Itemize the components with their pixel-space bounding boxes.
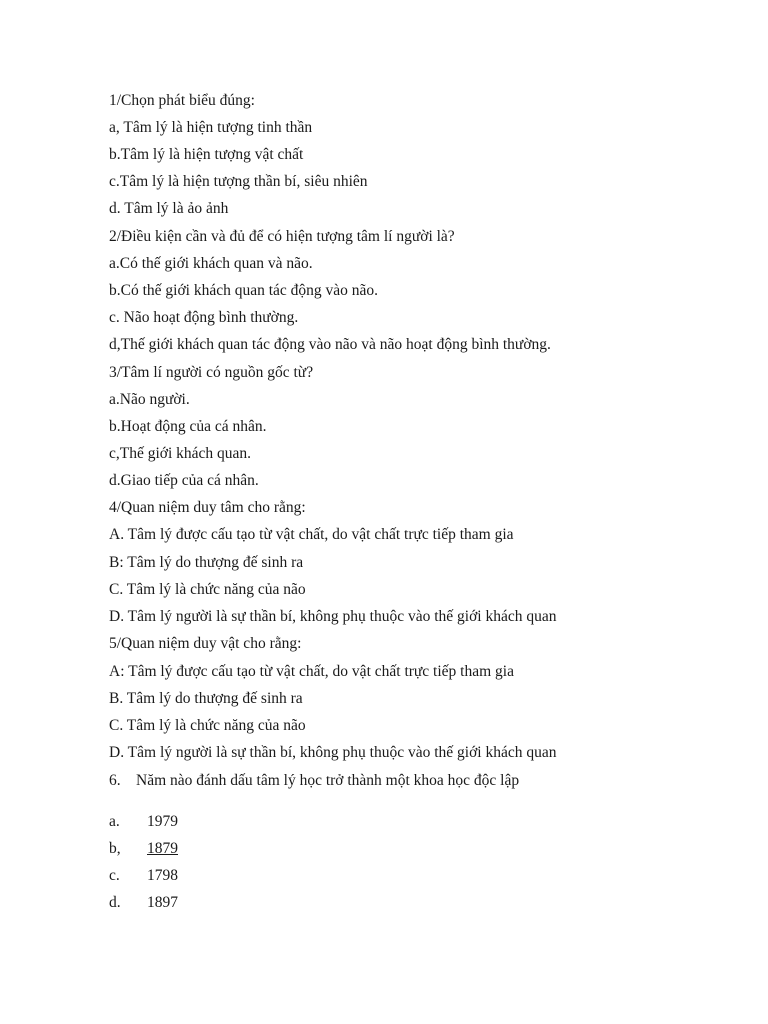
q3-question: 3/Tâm lí người có nguồn gốc từ?: [109, 364, 314, 381]
q6-answer-c: [109, 866, 178, 886]
q5-option-a: A: Tâm lý được cấu tạo từ vật chất, do vật chất trực tiếp tham gia: [109, 663, 514, 680]
answer-value: 1798: [147, 867, 178, 884]
q3-option-b: b.Hoạt động của cá nhân.: [109, 418, 267, 435]
q1-option-d: d. Tâm lý là ảo ảnh: [109, 200, 229, 217]
q3-option-a: a.Não người.: [109, 391, 190, 408]
q1-option-b: b.Tâm lý là hiện tượng vật chất: [109, 146, 304, 163]
q3-option-d: d.Giao tiếp của cá nhân.: [109, 472, 259, 489]
q1-question: 1/Chọn phát biểu đúng:: [109, 92, 255, 109]
q3-option-c: c,Thế giới khách quan.: [109, 445, 252, 462]
answer-letter: a.: [109, 813, 120, 830]
q6-text: Năm nào đánh dấu tâm lý học trở thành một khoa học độc lập: [136, 772, 520, 789]
q1-option-c: c.Tâm lý là hiện tượng thần bí, siêu nhiên: [109, 173, 368, 190]
q4-option-a: A. Tâm lý được cấu tạo từ vật chất, do vật chất trực tiếp tham gia: [109, 526, 514, 543]
answer-letter: b,: [109, 840, 121, 857]
q2-option-b: b.Có thế giới khách quan tác động vào não.: [109, 282, 379, 299]
q5-option-b: B. Tâm lý do thượng đế sinh ra: [109, 690, 303, 707]
answer-value: 1897: [147, 894, 178, 911]
q2-question: 2/Điều kiện cần và đủ để có hiện tượng tâm lí người là?: [109, 228, 455, 245]
q2-option-c: c. Não hoạt động bình thường.: [109, 309, 299, 326]
q2-option-d: d,Thế giới khách quan tác động vào não và não hoạt động bình thường.: [109, 336, 551, 353]
q2-option-a: a.Có thế giới khách quan và não.: [109, 255, 313, 272]
q6-answer-b: [109, 839, 178, 859]
answer-value: 1879: [147, 840, 178, 857]
answer-letter: c.: [109, 867, 120, 884]
q4-option-c: C. Tâm lý là chức năng của não: [109, 581, 306, 598]
q4-question: 4/Quan niệm duy tâm cho rằng:: [109, 499, 306, 516]
answer-value: 1979: [147, 813, 178, 830]
q4-option-b: B: Tâm lý do thượng đế sinh ra: [109, 554, 304, 571]
q6-number: 6.: [109, 772, 121, 789]
q6-answer-d: [109, 893, 178, 913]
q5-option-c: C. Tâm lý là chức năng của não: [109, 717, 306, 734]
q6-question: [109, 771, 519, 791]
q1-option-a: a, Tâm lý là hiện tượng tinh thần: [109, 119, 313, 136]
q5-question: 5/Quan niệm duy vật cho rằng:: [109, 635, 302, 652]
q6-answer-a: [109, 812, 178, 832]
q5-option-d: D. Tâm lý người là sự thần bí, không phụ thuộc vào thế giới khách quan: [109, 744, 557, 761]
q4-option-d: D. Tâm lý người là sự thần bí, không phụ thuộc vào thế giới khách quan: [109, 608, 557, 625]
answer-letter: d.: [109, 894, 121, 911]
